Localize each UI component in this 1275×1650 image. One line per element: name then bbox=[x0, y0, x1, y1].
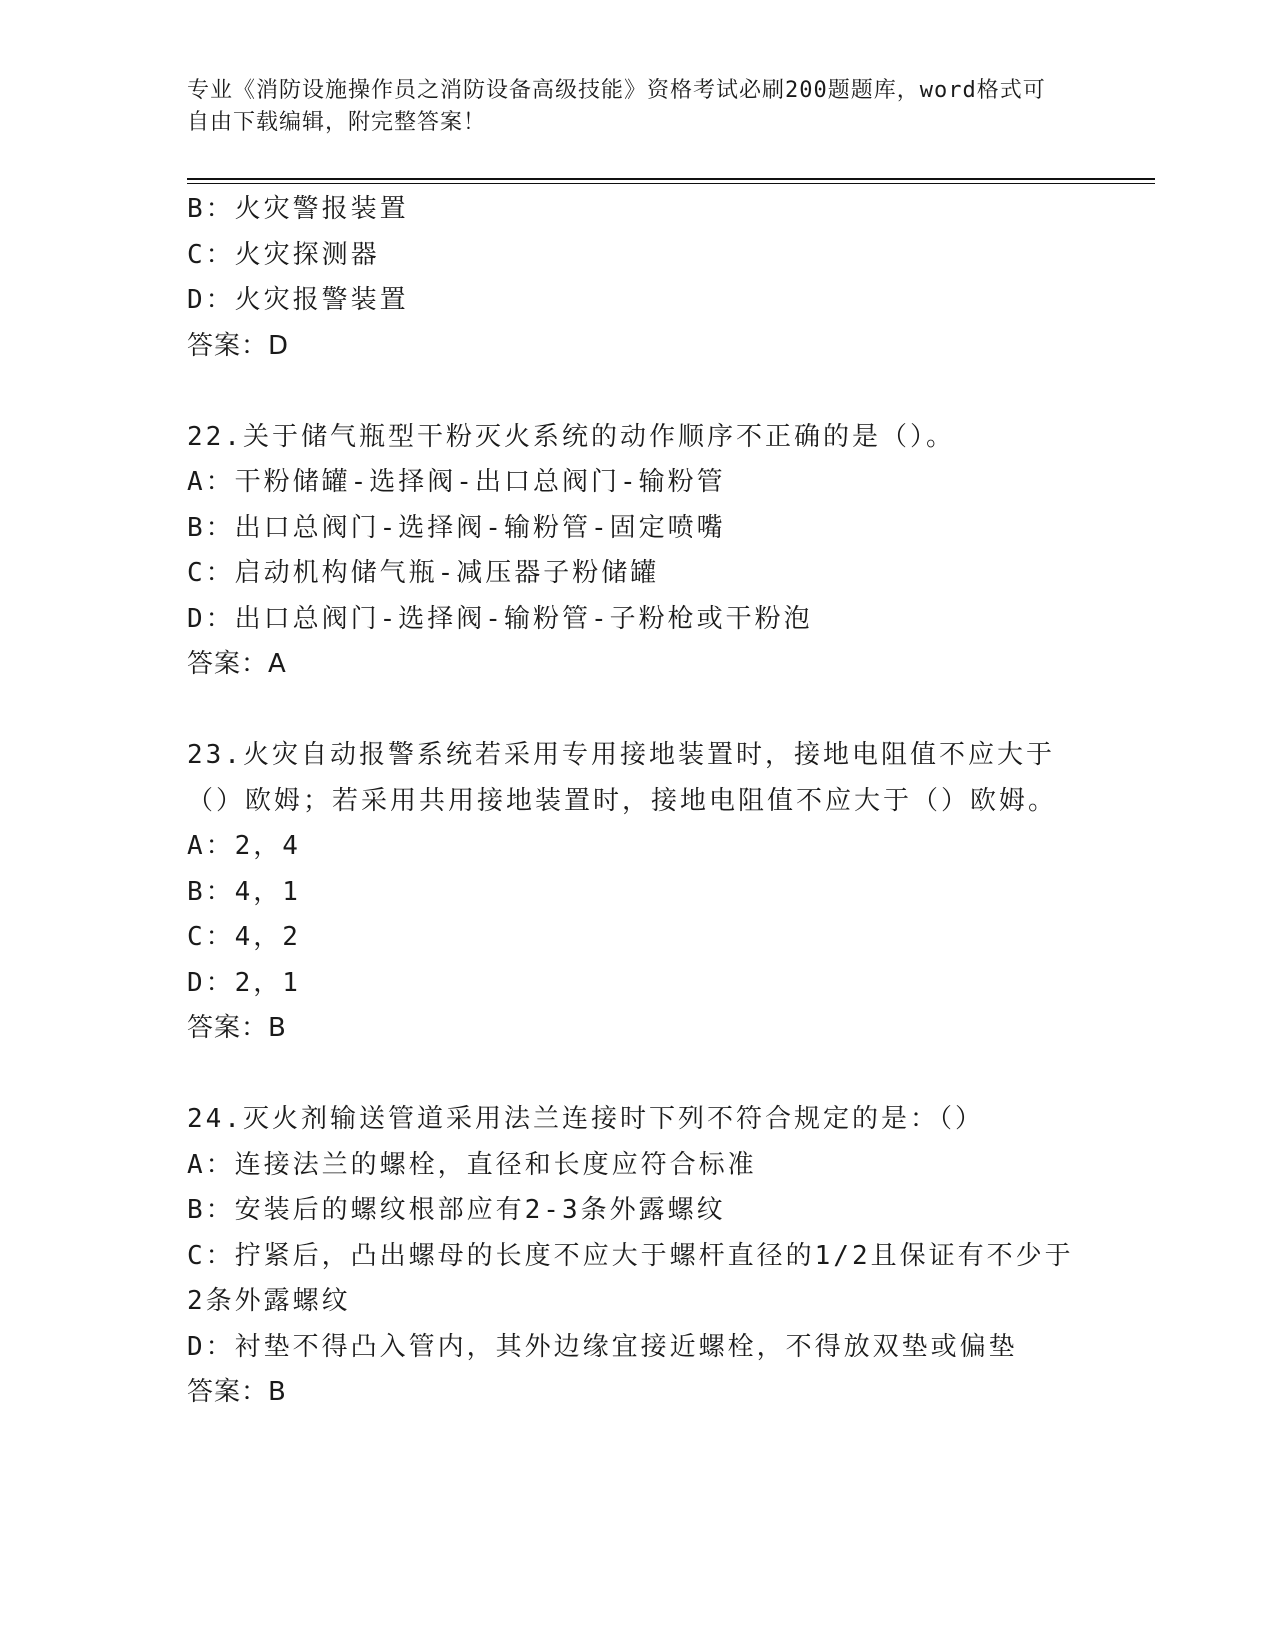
option-c: C：火灾探测器 bbox=[187, 239, 380, 270]
question-content bbox=[187, 187, 1087, 1416]
option-d: D：衬垫不得凸入管内，其外边缘宜接近螺栓，不得放双垫或偏垫 bbox=[187, 1331, 1018, 1362]
question-21-continuation bbox=[187, 187, 1087, 369]
option-b: B：安装后的螺纹根部应有2-3条外露螺纹 bbox=[187, 1195, 726, 1225]
question-stem: 22.关于储气瓶型干粉灭火系统的动作顺序不正确的是（）。 bbox=[187, 421, 955, 452]
option-c: C：4，2 bbox=[187, 922, 301, 952]
option-b: B：4，1 bbox=[187, 876, 301, 907]
question-stem: 24.灭火剂输送管道采用法兰连接时下列不符合规定的是：（） bbox=[187, 1104, 984, 1134]
option-d: D：2，1 bbox=[187, 967, 301, 998]
answer: 答案：A bbox=[187, 649, 287, 679]
option-a: A：2，4 bbox=[187, 831, 301, 861]
option-d: D：火灾报警装置 bbox=[187, 285, 409, 315]
option-a: A：连接法兰的螺栓，直径和长度应符合标准 bbox=[187, 1149, 757, 1180]
option-b: B：出口总阀门-选择阀-输粉管-固定喷嘴 bbox=[187, 512, 726, 543]
option-b: B：火灾警报装置 bbox=[187, 194, 409, 224]
spacer bbox=[187, 688, 1087, 734]
answer: 答案：B bbox=[187, 1013, 287, 1043]
header-divider-thin bbox=[187, 183, 1155, 184]
question-23 bbox=[187, 733, 1087, 1052]
spacer bbox=[187, 1052, 1087, 1098]
header-divider-thick bbox=[187, 178, 1155, 180]
question-stem: 23.火灾自动报警系统若采用专用接地装置时，接地电阻值不应大于（）欧姆；若采用共用接地装置时，接地电阻值不应大于（）欧姆。 bbox=[187, 740, 1058, 816]
option-c: C：启动机构储气瓶-减压器子粉储罐 bbox=[187, 558, 660, 588]
option-c: C：拧紧后，凸出螺母的长度不应大于螺杆直径的1/2且保证有不少于2条外露螺纹 bbox=[187, 1240, 1074, 1316]
answer: 答案：D bbox=[187, 330, 290, 361]
page-header: 专业《消防设施操作员之消防设备高级技能》资格考试必刷200题题库，word格式可自由下载编辑，附完整答案！ bbox=[187, 78, 1046, 135]
question-24 bbox=[187, 1097, 1087, 1416]
question-22 bbox=[187, 415, 1087, 688]
answer: 答案：B bbox=[187, 1377, 287, 1407]
spacer bbox=[187, 369, 1087, 415]
option-a: A：干粉储罐-选择阀-出口总阀门-输粉管 bbox=[187, 467, 726, 497]
option-d: D：出口总阀门-选择阀-输粉管-子粉枪或干粉泡 bbox=[187, 603, 813, 634]
